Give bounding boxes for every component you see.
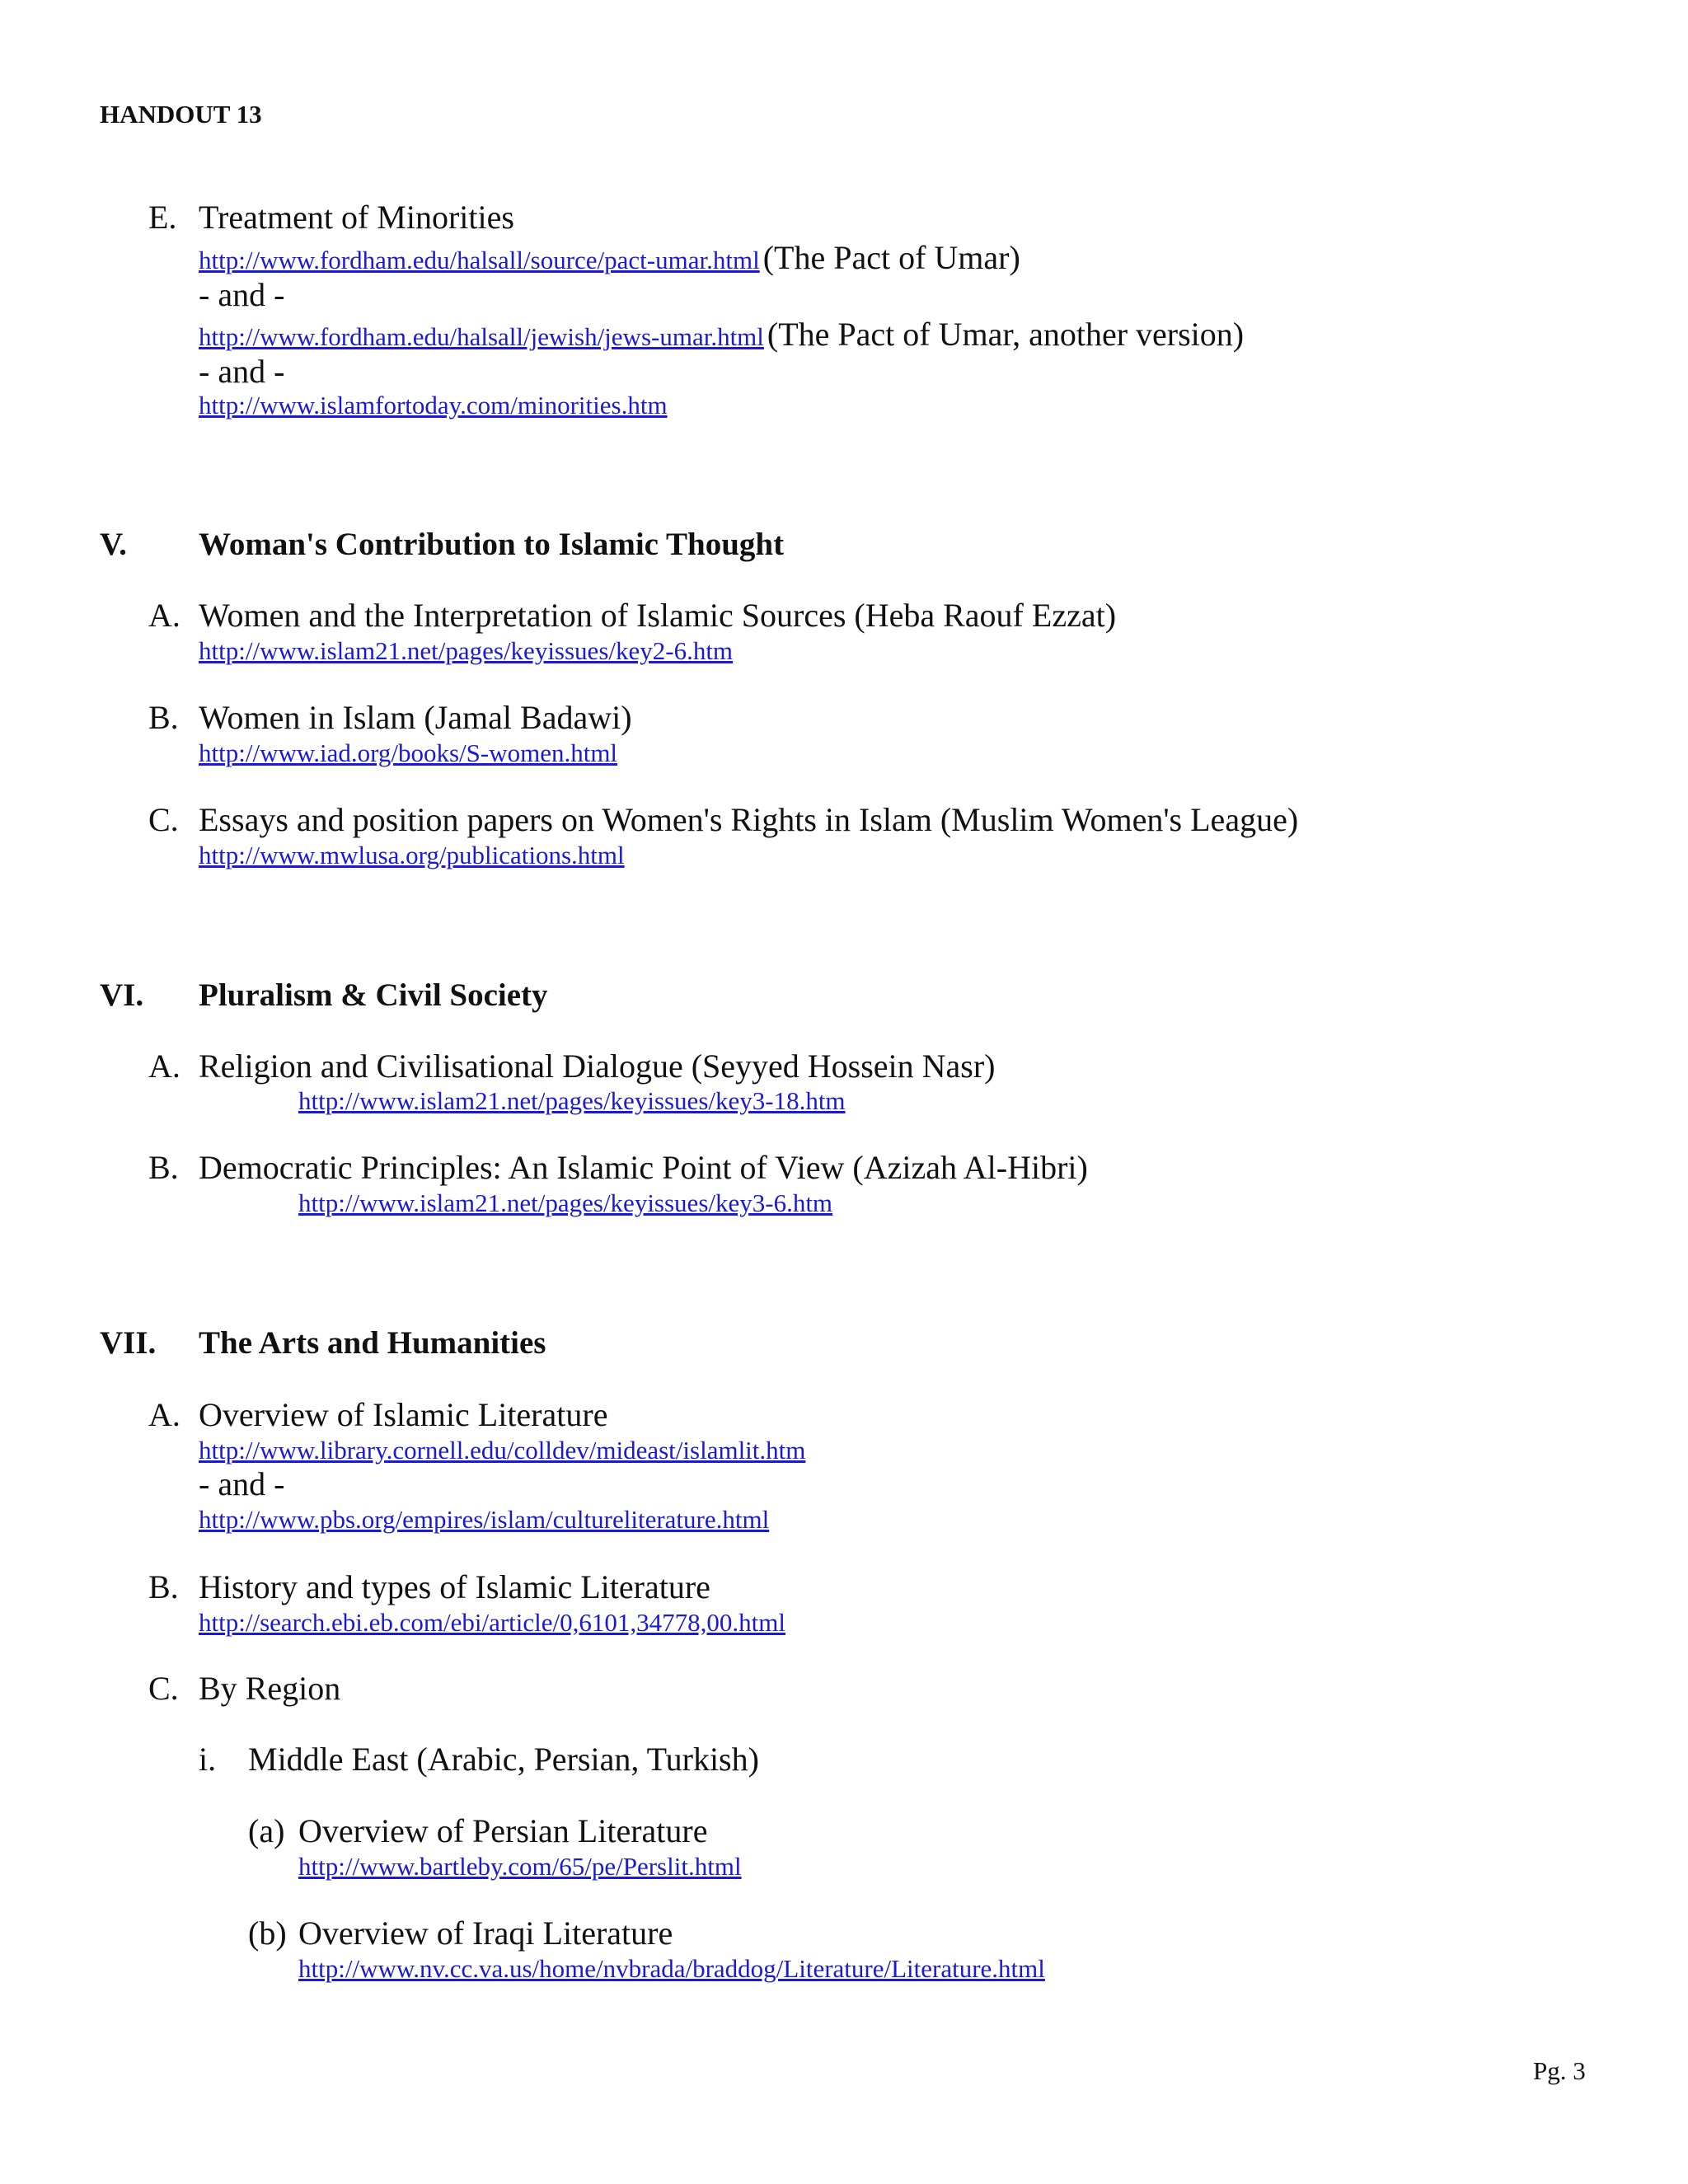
- section-title: Pluralism & Civil Society: [199, 977, 548, 1013]
- item-marker: B.: [148, 1568, 179, 1605]
- link-item[interactable]: http://www.nv.cc.va.us/home/nvbrada/braddog/Literature/Literature.html: [298, 1954, 1045, 1983]
- link-line: [199, 238, 1020, 277]
- link-note: (The Pact of Umar): [762, 239, 1020, 276]
- subitem-marker: i.: [199, 1741, 217, 1778]
- and-separator: - and -: [199, 1465, 285, 1502]
- page-number: Pg. 3: [1533, 2056, 1586, 2085]
- item-title: Treatment of Minorities: [199, 199, 514, 236]
- subsubitem-title: Overview of Persian Literature: [298, 1812, 708, 1849]
- subitem-title: Middle East (Arabic, Persian, Turkish): [248, 1741, 759, 1778]
- item-marker: B.: [148, 699, 179, 736]
- section-numeral: V.: [100, 527, 127, 562]
- link-item[interactable]: http://www.islam21.net/pages/keyissues/key3-18.htm: [298, 1086, 846, 1115]
- subsubitem-marker: (b): [248, 1915, 287, 1952]
- link-pbs-literature[interactable]: http://www.pbs.org/empires/islam/cultureliterature.html: [199, 1505, 770, 1534]
- item-marker: B.: [148, 1149, 179, 1186]
- section-numeral: VI.: [100, 977, 144, 1013]
- link-item[interactable]: http://search.ebi.eb.com/ebi/article/0,6101,34778,00.html: [199, 1608, 785, 1637]
- subsubitem-title: Overview of Iraqi Literature: [298, 1915, 673, 1952]
- item-marker: C.: [148, 1670, 179, 1707]
- item-title: Overview of Islamic Literature: [199, 1396, 608, 1433]
- link-item[interactable]: http://www.mwlusa.org/publications.html: [199, 841, 625, 869]
- section-title: Woman's Contribution to Islamic Thought: [199, 527, 785, 562]
- item-marker: A.: [148, 1047, 181, 1085]
- link-item[interactable]: http://www.bartleby.com/65/pe/Perslit.html: [298, 1852, 742, 1881]
- item-title: Religion and Civilisational Dialogue (Seyyed Hossein Nasr): [199, 1047, 996, 1085]
- item-title: Women and the Interpretation of Islamic Sources (Heba Raouf Ezzat): [199, 597, 1117, 634]
- item-marker: E.: [148, 199, 177, 236]
- link-pact-umar[interactable]: http://www.fordham.edu/halsall/source/pact-umar.html: [199, 246, 760, 274]
- subsubitem-marker: (a): [248, 1812, 285, 1849]
- item-title: Essays and position papers on Women's Rights in Islam (Muslim Women's League): [199, 801, 1299, 838]
- link-line: [199, 315, 1244, 354]
- item-marker: A.: [148, 1396, 181, 1433]
- link-jews-umar[interactable]: http://www.fordham.edu/halsall/jewish/jews-umar.html: [199, 322, 764, 351]
- item-title: History and types of Islamic Literature: [199, 1568, 710, 1605]
- section-numeral: VII.: [100, 1325, 157, 1361]
- link-minorities[interactable]: http://www.islamfortoday.com/minorities.htm: [199, 391, 668, 419]
- link-note: (The Pact of Umar, another version): [767, 316, 1245, 353]
- and-separator: - and -: [199, 276, 285, 313]
- section-title: The Arts and Humanities: [199, 1325, 546, 1361]
- link-item[interactable]: http://www.islam21.net/pages/keyissues/key2-6.htm: [199, 636, 734, 665]
- item-title: By Region: [199, 1670, 341, 1707]
- link-item[interactable]: http://www.islam21.net/pages/keyissues/key3-6.htm: [298, 1188, 833, 1217]
- item-marker: A.: [148, 597, 181, 634]
- item-marker: C.: [148, 801, 179, 838]
- item-title: Democratic Principles: An Islamic Point of View (Azizah Al-Hibri): [199, 1149, 1088, 1186]
- link-item[interactable]: http://www.iad.org/books/S-women.html: [199, 738, 618, 767]
- and-separator: - and -: [199, 353, 285, 390]
- item-title: Women in Islam (Jamal Badawi): [199, 699, 632, 736]
- link-cornell-islamlit[interactable]: http://www.library.cornell.edu/colldev/mideast/islamlit.htm: [199, 1436, 806, 1465]
- handout-title: HANDOUT 13: [100, 100, 262, 129]
